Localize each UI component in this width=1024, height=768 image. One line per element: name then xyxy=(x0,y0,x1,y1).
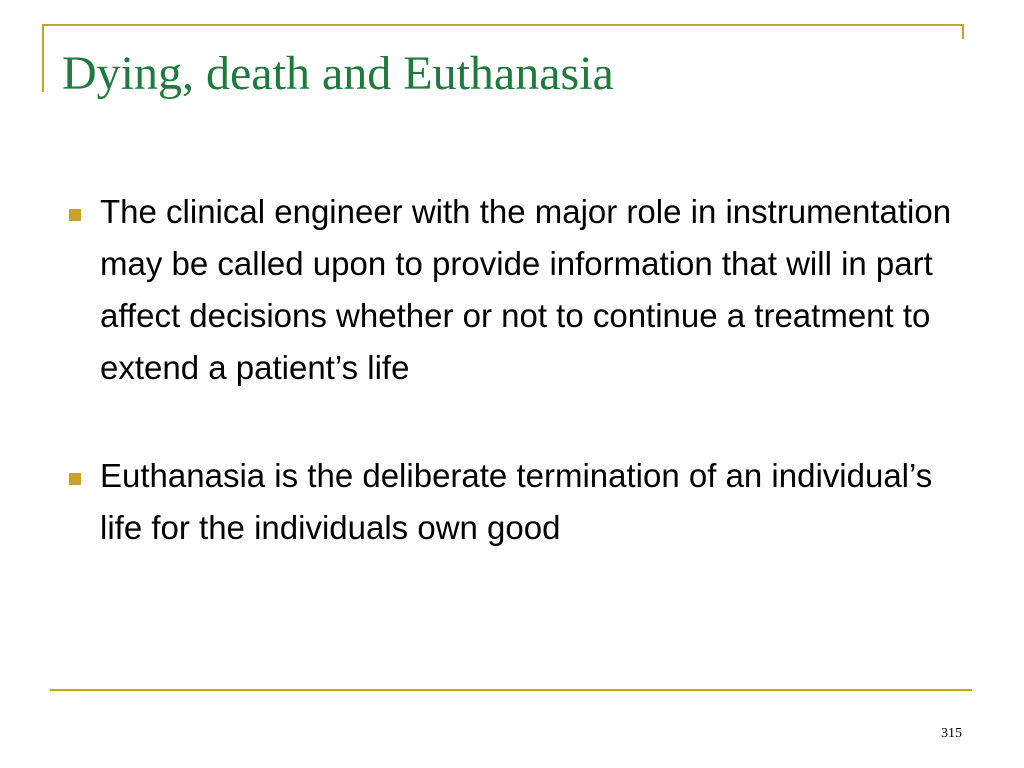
square-bullet-icon xyxy=(69,473,81,485)
bullet-item xyxy=(60,450,960,554)
bullet-text: Euthanasia is the deliberate termination of an individual’s life for the individuals own good xyxy=(100,457,933,546)
slide-title: Dying, death and Euthanasia xyxy=(62,47,614,100)
footer-rule xyxy=(50,689,972,691)
bullet-item xyxy=(60,186,960,394)
frame-left-rule xyxy=(42,24,44,92)
frame-top-rule xyxy=(42,24,964,26)
bullet-text: The clinical engineer with the major role in instrumentation may be called upon to provide information that will in part affect decisions whether or not to continue a treatment to extend a patient’s life xyxy=(100,193,952,386)
frame-right-tick xyxy=(962,24,964,39)
bullet-list xyxy=(60,186,960,554)
page-number: 315 xyxy=(941,726,962,741)
square-bullet-icon xyxy=(69,209,81,221)
